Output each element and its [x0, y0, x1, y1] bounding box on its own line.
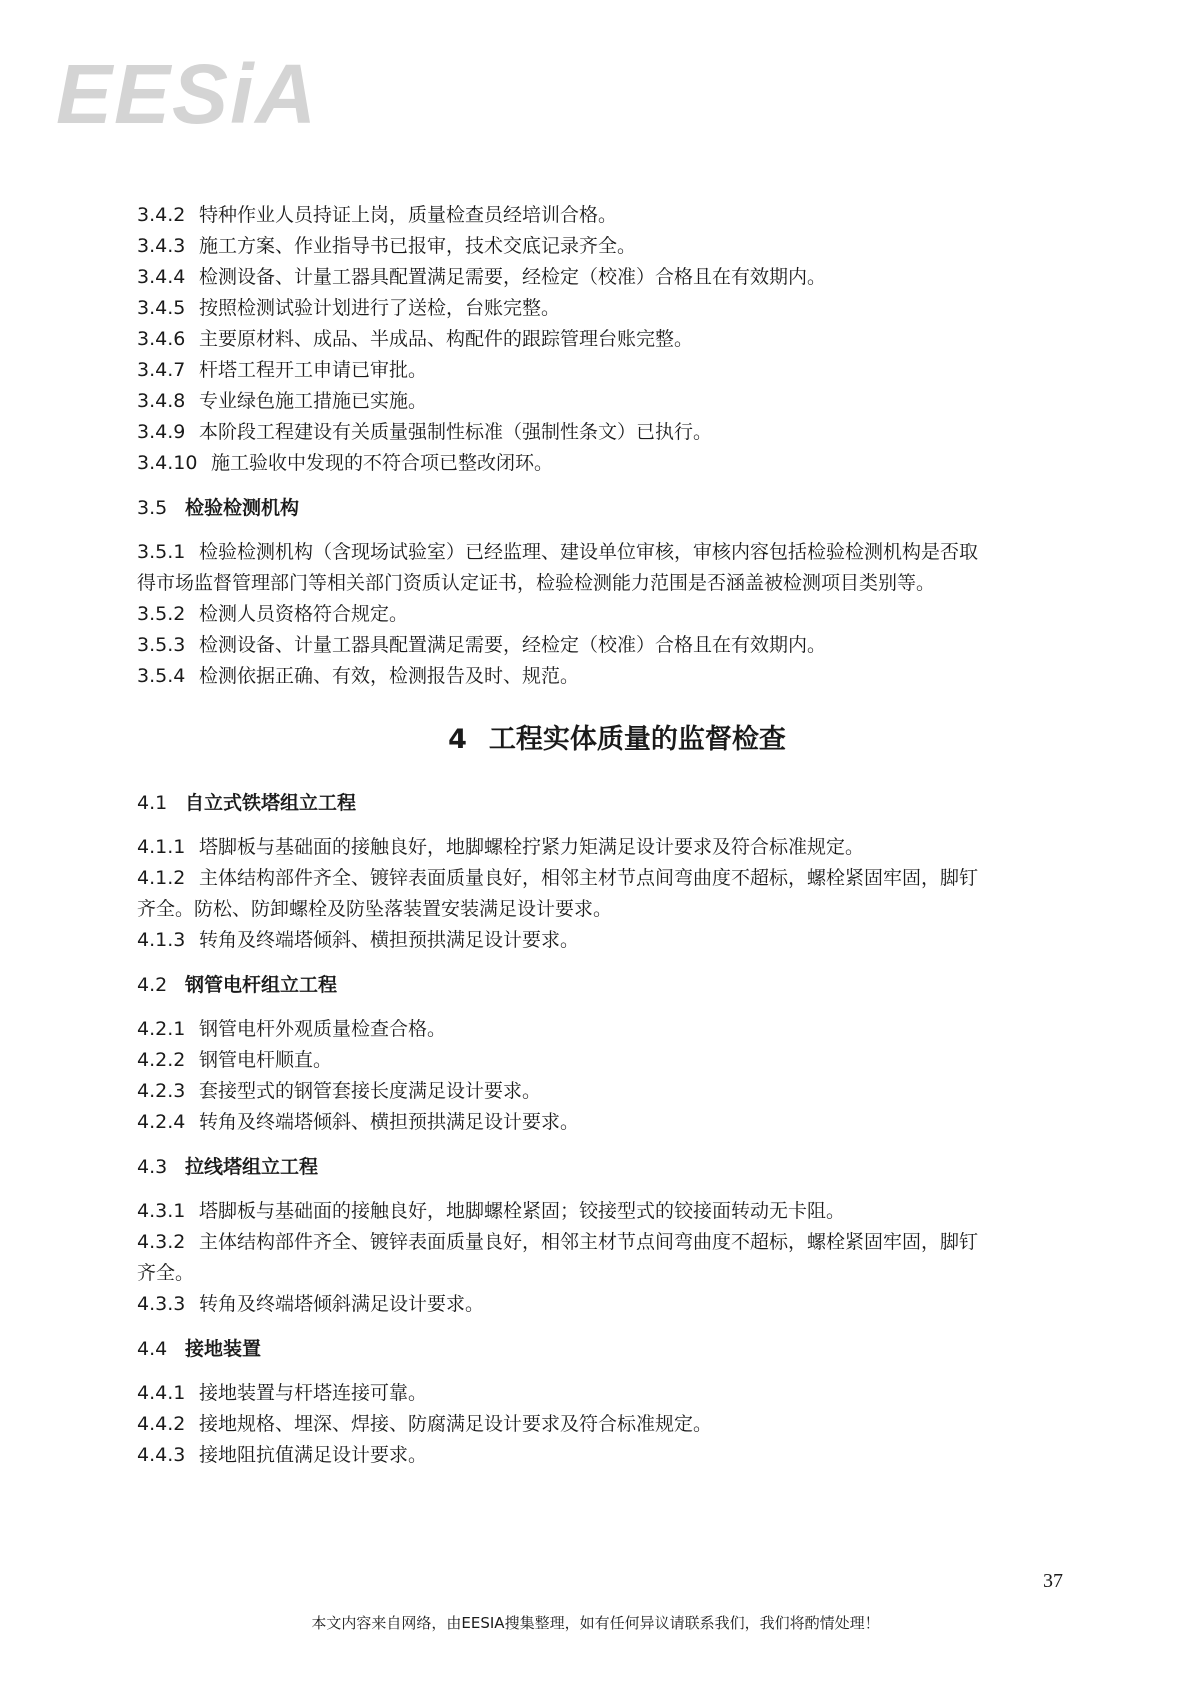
section-heading: [137, 970, 1097, 1001]
clause-item: [137, 661, 1097, 692]
chapter-number: 4: [448, 724, 467, 755]
clause-item: [137, 1014, 1097, 1045]
chapter-title: 工程实体质量的监督检查: [488, 724, 786, 755]
clause-number: 3.5.3: [137, 634, 186, 656]
clause-item: [137, 231, 1097, 262]
section-number: 4.4: [137, 1338, 168, 1360]
clause-item: [137, 448, 1097, 479]
clause-item: [137, 1076, 1097, 1107]
clause-text: 主体结构部件齐全、镀锌表面质量良好，相邻主材节点间弯曲度不超标，螺栓紧固牢固，脚钉: [199, 867, 979, 889]
clause-number: 3.4.4: [137, 266, 186, 288]
section-heading: [137, 493, 1097, 524]
clause-number: 3.4.8: [137, 390, 186, 412]
clause-item: [137, 537, 1097, 568]
clause-item: [137, 863, 1097, 894]
page-number: 37: [1043, 1570, 1063, 1592]
section-title: 钢管电杆组立工程: [185, 974, 338, 996]
clause-number: 4.4.3: [137, 1444, 186, 1466]
clause-item: [137, 1440, 1097, 1471]
clause-number: 4.2.4: [137, 1111, 186, 1133]
clause-number: 4.3.3: [137, 1293, 186, 1315]
clause-text: 接地规格、埋深、焊接、防腐满足设计要求及符合标准规定。: [199, 1413, 713, 1435]
footer-disclaimer: 本文内容来自网络，由EESIA搜集整理，如有任何异议请联系我们，我们将酌情处理！: [311, 1614, 880, 1632]
clause-text: 特种作业人员持证上岗，质量检查员经培训合格。: [199, 204, 618, 226]
clause-number: 3.5.2: [137, 603, 186, 625]
section-number: 4.2: [137, 974, 168, 996]
clause-text: 本阶段工程建设有关质量强制性标准（强制性条文）已执行。: [199, 421, 713, 443]
clause-item: [137, 599, 1097, 630]
clause-number: 4.3.2: [137, 1231, 186, 1253]
clause-continuation: 得市场监督管理部门等相关部门资质认定证书，检验检测能力范围是否涵盖被检测项目类别等。: [137, 572, 936, 594]
clause-item: [137, 630, 1097, 661]
clause-number: 3.4.6: [137, 328, 186, 350]
clause-number: 4.2.1: [137, 1018, 186, 1040]
clause-continuation: 齐全。: [137, 1262, 195, 1284]
chapter-heading: [137, 720, 1097, 760]
clause-text: 钢管电杆顺直。: [199, 1049, 333, 1071]
clause-item: [137, 200, 1097, 231]
clause-text: 接地阻抗值满足设计要求。: [199, 1444, 428, 1466]
clause-text: 检测依据正确、有效，检测报告及时、规范。: [199, 665, 580, 687]
clause-item: [137, 1045, 1097, 1076]
clause-number: 3.4.3: [137, 235, 186, 257]
clause-number: 4.3.1: [137, 1200, 186, 1222]
clause-text: 转角及终端塔倾斜满足设计要求。: [199, 1293, 485, 1315]
section-heading: [137, 788, 1097, 819]
clause-item: [137, 1107, 1097, 1138]
clause-text: 杆塔工程开工申请已审批。: [199, 359, 428, 381]
clause-text: 接地装置与杆塔连接可靠。: [199, 1382, 428, 1404]
clause-text: 专业绿色施工措施已实施。: [199, 390, 428, 412]
clause-number: 4.2.2: [137, 1049, 186, 1071]
section-title: 自立式铁塔组立工程: [185, 792, 357, 814]
clause-item: [137, 262, 1097, 293]
clause-text: 施工方案、作业指导书已报审，技术交底记录齐全。: [199, 235, 637, 257]
clause-item: [137, 832, 1097, 863]
clause-text: 钢管电杆外观质量检查合格。: [199, 1018, 447, 1040]
clause-number: 4.1.3: [137, 929, 186, 951]
clause-continuation: 齐全。防松、防卸螺栓及防坠落装置安装满足设计要求。: [137, 898, 613, 920]
clause-number: 3.4.9: [137, 421, 186, 443]
clause-text: 套接型式的钢管套接长度满足设计要求。: [199, 1080, 542, 1102]
clause-number: 4.1.1: [137, 836, 186, 858]
clause-text: 塔脚板与基础面的接触良好，地脚螺栓拧紧力矩满足设计要求及符合标准规定。: [199, 836, 865, 858]
clause-text: 塔脚板与基础面的接触良好，地脚螺栓紧固；铰接型式的铰接面转动无卡阻。: [199, 1200, 846, 1222]
section-title: 接地装置: [185, 1338, 262, 1360]
clause-item: [137, 1227, 1097, 1258]
section-number: 3.5: [137, 497, 168, 519]
clause-number: 4.2.3: [137, 1080, 186, 1102]
clause-text: 检测设备、计量工器具配置满足需要，经检定（校准）合格且在有效期内。: [199, 266, 827, 288]
clause-item: [137, 1196, 1097, 1227]
section-heading: [137, 1334, 1097, 1365]
clause-text: 主要原材料、成品、半成品、构配件的跟踪管理台账完整。: [199, 328, 694, 350]
clause-number: 4.4.1: [137, 1382, 186, 1404]
clause-number: 3.5.4: [137, 665, 186, 687]
clause-number: 4.4.2: [137, 1413, 186, 1435]
clause-text: 按照检测试验计划进行了送检，台账完整。: [199, 297, 561, 319]
clause-item: [137, 1378, 1097, 1409]
clause-text: 主体结构部件齐全、镀锌表面质量良好，相邻主材节点间弯曲度不超标，螺栓紧固牢固，脚钉: [199, 1231, 979, 1253]
clause-item: [137, 386, 1097, 417]
clause-number: 3.4.10: [137, 452, 198, 474]
clause-item: [137, 1289, 1097, 1320]
eesia-logo: EESiA: [56, 47, 319, 141]
clause-item: [137, 925, 1097, 956]
section-heading: [137, 1152, 1097, 1183]
section-title: 拉线塔组立工程: [185, 1156, 319, 1178]
clause-text: 检测设备、计量工器具配置满足需要，经检定（校准）合格且在有效期内。: [199, 634, 827, 656]
clause-number: 3.4.7: [137, 359, 186, 381]
document-body: [137, 200, 1097, 1471]
clause-text: 施工验收中发现的不符合项已整改闭环。: [211, 452, 554, 474]
clause-text: 检验检测机构（含现场试验室）已经监理、建设单位审核，审核内容包括检验检测机构是否取: [199, 541, 979, 563]
clause-item: [137, 355, 1097, 386]
clause-item: [137, 417, 1097, 448]
clause-item: [137, 293, 1097, 324]
clause-text: 转角及终端塔倾斜、横担预拱满足设计要求。: [199, 1111, 580, 1133]
section-number: 4.3: [137, 1156, 168, 1178]
section-title: 检验检测机构: [185, 497, 300, 519]
section-number: 4.1: [137, 792, 168, 814]
clause-number: 3.5.1: [137, 541, 186, 563]
clause-text: 检测人员资格符合规定。: [199, 603, 409, 625]
clause-text: 转角及终端塔倾斜、横担预拱满足设计要求。: [199, 929, 580, 951]
clause-item: [137, 1409, 1097, 1440]
clause-item: [137, 324, 1097, 355]
clause-number: 3.4.2: [137, 204, 186, 226]
clause-number: 3.4.5: [137, 297, 186, 319]
clause-number: 4.1.2: [137, 867, 186, 889]
